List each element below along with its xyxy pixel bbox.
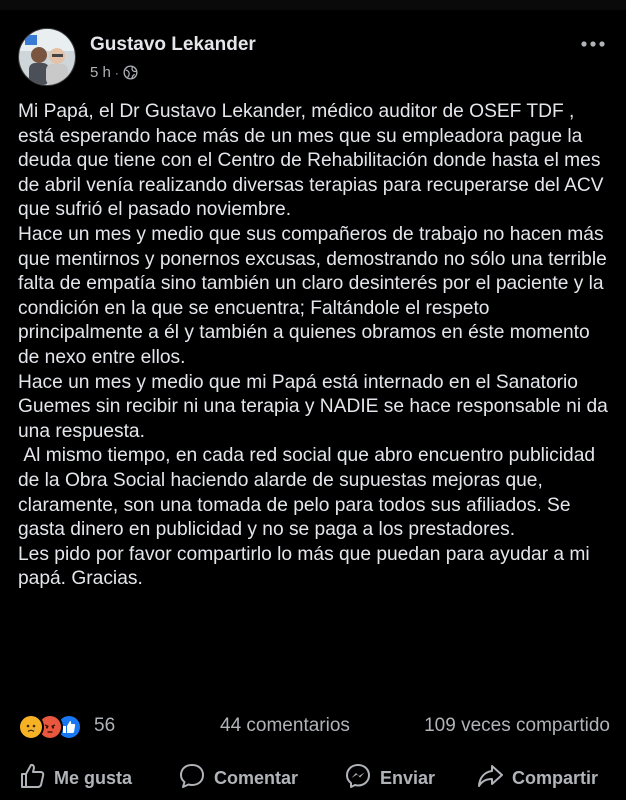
reaction-count[interactable]: 56	[94, 715, 116, 736]
comments-count[interactable]: 44 comentarios	[220, 715, 350, 736]
author-name[interactable]: Gustavo Lekander	[90, 34, 256, 55]
post-header	[18, 28, 608, 88]
sad-icon	[18, 714, 44, 740]
post-body-text: Mi Papá, el Dr Gustavo Lekander, médico auditor de OSEF TDF , está esperando hace más de un mes que su empleadora pague la deuda que tiene con el Centro de Rehabilitación donde hasta el mes de abril venía realizando diversas terapias para recuperarse del ACV que sufrió el pasado noviembre. Hace un mes y medio que sus compañeros de trabajo no hacen más que mentirnos y ponernos excusas, demostrando no sólo una terrible falta de empatía sino también un claro desinterés por el paciente y la condición en la que se encuentra; Faltándole el respeto principalmente a él y también a quienes obramos en éste momento de nexo entre ellos. Hace un mes y medio que mi Papá está internado en el Sanatorio Guemes sin recibir ni una terapia y NADIE se hace responsable ni da una respuesta. Al mismo tiempo, en cada red social que abro encuentro publicidad de la Obra Social haciendo alarde de supuestas mejoras que, claramente, son una tomada de pelo para todos sus afiliados. Se gasta dinero en publicidad y no se paga a los prestadores. Les pido por favor compartirlo lo más que puedan para ayudar a mi papá. Gracias.	[18, 101, 608, 590]
send-button[interactable]	[344, 758, 435, 798]
meta-separator: ·	[114, 65, 119, 80]
comment-icon	[178, 762, 206, 795]
post-stats	[18, 712, 610, 740]
reaction-icons[interactable]	[18, 714, 75, 740]
post-time[interactable]: 5 h	[90, 64, 111, 81]
send-label: Enviar	[380, 767, 436, 788]
thumbs-up-icon	[18, 762, 46, 795]
like-button[interactable]	[18, 758, 132, 798]
share-button[interactable]	[476, 758, 598, 798]
share-arrow-icon	[476, 762, 504, 795]
shares-count[interactable]: 109 veces compartido	[424, 715, 610, 736]
comment-label: Comentar	[214, 767, 299, 788]
more-options-icon[interactable]	[578, 34, 608, 54]
globe-icon	[123, 65, 138, 80]
like-label: Me gusta	[54, 767, 133, 788]
messenger-icon	[344, 762, 372, 795]
post-meta	[90, 64, 138, 81]
comment-button[interactable]	[178, 758, 298, 798]
share-label: Compartir	[512, 767, 599, 788]
avatar[interactable]	[18, 28, 76, 86]
post-actions	[0, 758, 626, 798]
